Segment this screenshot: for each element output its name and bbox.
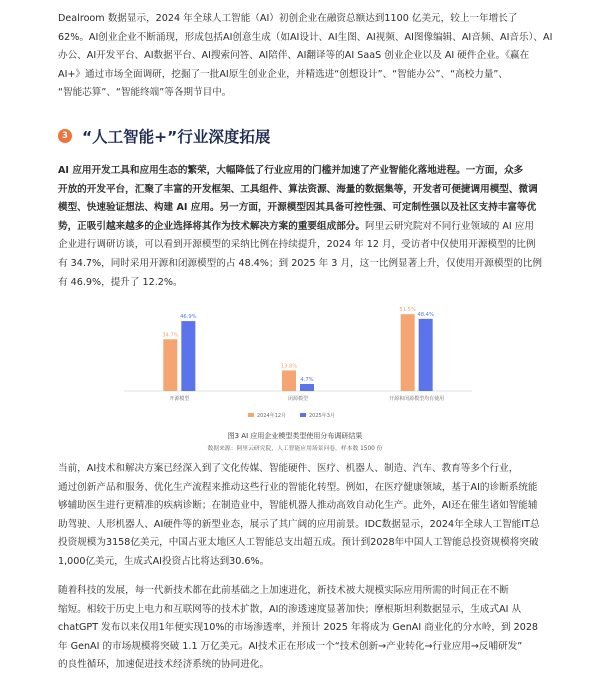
paragraph-industries — [58, 460, 540, 572]
text-line-bold: 模型、快速验证想法、构建 AI 应用。另一方面，开源模型因其具备可控性强、可定制性强以及社区支持丰富等优 — [58, 202, 537, 214]
text-line: 企业进行调研访谈，可以看到开源模型的采纳比例在持续提升，2024 年 12 月，受访者中仅使用开源模型的比例 — [58, 239, 536, 251]
bar-2025-03-2 — [419, 319, 433, 391]
x-tick-label: 开源和闭源模型均有使用 — [389, 396, 445, 402]
text-line: AI+》通过市场全面调研，挖掘了一批AI原生创业企业，并精选进“创想设计”、“智能办公”、“高校力量”、 — [58, 68, 508, 80]
section-heading — [58, 122, 270, 150]
legend-swatch — [300, 413, 306, 417]
text-line: “智能芯算”、“智能终端”等各期节目中。 — [58, 87, 232, 99]
text-line: 有 46.9%，提升了 12.2%。 — [58, 276, 183, 288]
legend-label: 2025年3月 — [309, 413, 335, 419]
figure-caption: 图3 AI 应用企业模型类型使用分布调研结果 — [227, 432, 363, 440]
bar-2024-12-2 — [401, 314, 415, 391]
x-tick-label: 闭源模型 — [287, 396, 309, 402]
bar-chart — [120, 291, 476, 429]
bar-value-label: 34.7% — [162, 332, 179, 339]
bar-2025-03-1 — [300, 384, 314, 391]
text-line: 有 34.7%，同时采用开源和闭源模型的占 48.4%；到 2025 年 3 月，这一比例显著上升，仅使用开源模型的比例 — [58, 257, 542, 269]
bar-2024-12-0 — [163, 339, 177, 391]
figure-source: 数据来源：阿里云研究院，人工智能应用场景问卷，样本数 1500 份 — [207, 446, 383, 452]
section-number-badge: 3 — [58, 129, 72, 143]
bar-value-label: 13.8% — [280, 363, 298, 370]
bar-value-label: 46.9% — [180, 314, 197, 321]
text-line: 办公、AI开发平台、AI数据平台、AI搜索问答、AI陪伴、AI翻译等的AI SaaS 创业企业以及 AI 硬件企业。《赢在 — [58, 50, 530, 62]
text-line: 通过创新产品和服务、优化生产流程来推动这些行业的智能化转型。例如，在医疗健康领域，基于AI的诊断系统能 — [58, 481, 538, 493]
text-line: 62%。AI创业企业不断涌现，形成包括AI创意生成（如AI设计、AI生图、AI视频、AI图像编辑、AI音频、AI音乐）、AI — [58, 31, 553, 43]
text-line: Dealroom 数据显示，2024 年全球人工智能（AI）初创企业在融资总额达到1100 亿美元，较上一年增长了 — [58, 13, 518, 24]
legend-label: 2024年12月 — [257, 413, 287, 419]
text-line: 1,000亿美元，生成式AI投资占比将达到30.6%。 — [58, 555, 270, 567]
bar-2025-03-0 — [181, 321, 195, 391]
bar-value-label: 48.4% — [417, 311, 434, 318]
legend-swatch — [248, 413, 254, 417]
text-line-bold: 势，正吸引越来越多的企业选择将其作为技术解决方案的重要组成部分。 — [58, 220, 365, 232]
section-title: “人工智能+”行业深度拓展 — [82, 128, 271, 146]
paragraph-funding — [58, 10, 553, 103]
text-line: 当前，AI技术和解决方案已经深入到了文化传媒、智能硬件、医疗、机器人、制造、汽车、教育等多个行业， — [58, 463, 519, 474]
paragraph-open-source — [58, 162, 540, 292]
paragraph-diffusion — [58, 582, 540, 675]
text-span: 阿里云研究院对不同行业领域的 AI 应用 — [365, 220, 534, 232]
bar-chart-svg — [120, 291, 476, 429]
text-line-bold: 开放的开发平台，汇聚了丰富的开发框架、工具组件、算法资源、海量的数据集等，开发者可便捷调用模型、微调 — [58, 183, 538, 195]
text-line: 的良性循环，加速促进技术经济系统的协同进化。 — [58, 659, 270, 671]
text-line-bold: AI 应用开发工具和应用生态的繁荣，大幅降低了行业应用的门槛并加速了产业智能化落地进程。一方面，众多 — [58, 165, 524, 176]
x-tick-label: 开源模型 — [169, 396, 190, 402]
text-line: 年 GenAI 的市场规模将突破 1.1 万亿美元。AI技术正在形成一个“技术创新→产业转化→行业应用→反哺研发” — [58, 640, 523, 652]
bar-value-label: 4.7% — [300, 376, 314, 383]
text-line: chatGPT 发布以来仅用1年便实现10%的市场渗透率，并预计 2025 年将成为 GenAI 商业化的分水岭，到 2028 — [58, 622, 539, 634]
text-line: 缩短。相较于历史上电力和互联网等的技术扩散，AI的渗透速度显著加快；摩根斯坦利数据显示，生成式AI 从 — [58, 603, 522, 615]
text-line: 随着科技的发展，每一代新技术都在此前基础之上加速进化，新技术被大规模实际应用所需的时间正在不断 — [58, 585, 509, 596]
bar-2024-12-1 — [282, 370, 296, 391]
text-line: 够辅助医生进行更精准的疾病诊断；在制造业中，智能机器人推动高效自动化生产。此外，AI还在催生诸如智能辅 — [58, 500, 538, 512]
text-line: 助驾驶、人形机器人、AI硬件等的新型业态，展示了其广阔的应用前景。IDC数据显示，2024年全球人工智能IT总 — [58, 518, 540, 530]
text-line: 投资规模为3158亿美元，中国占亚太地区人工智能总支出超五成。预计到2028年中国人工智能总投资规模将突破 — [58, 537, 539, 549]
bar-value-label: 51.5% — [399, 307, 416, 314]
